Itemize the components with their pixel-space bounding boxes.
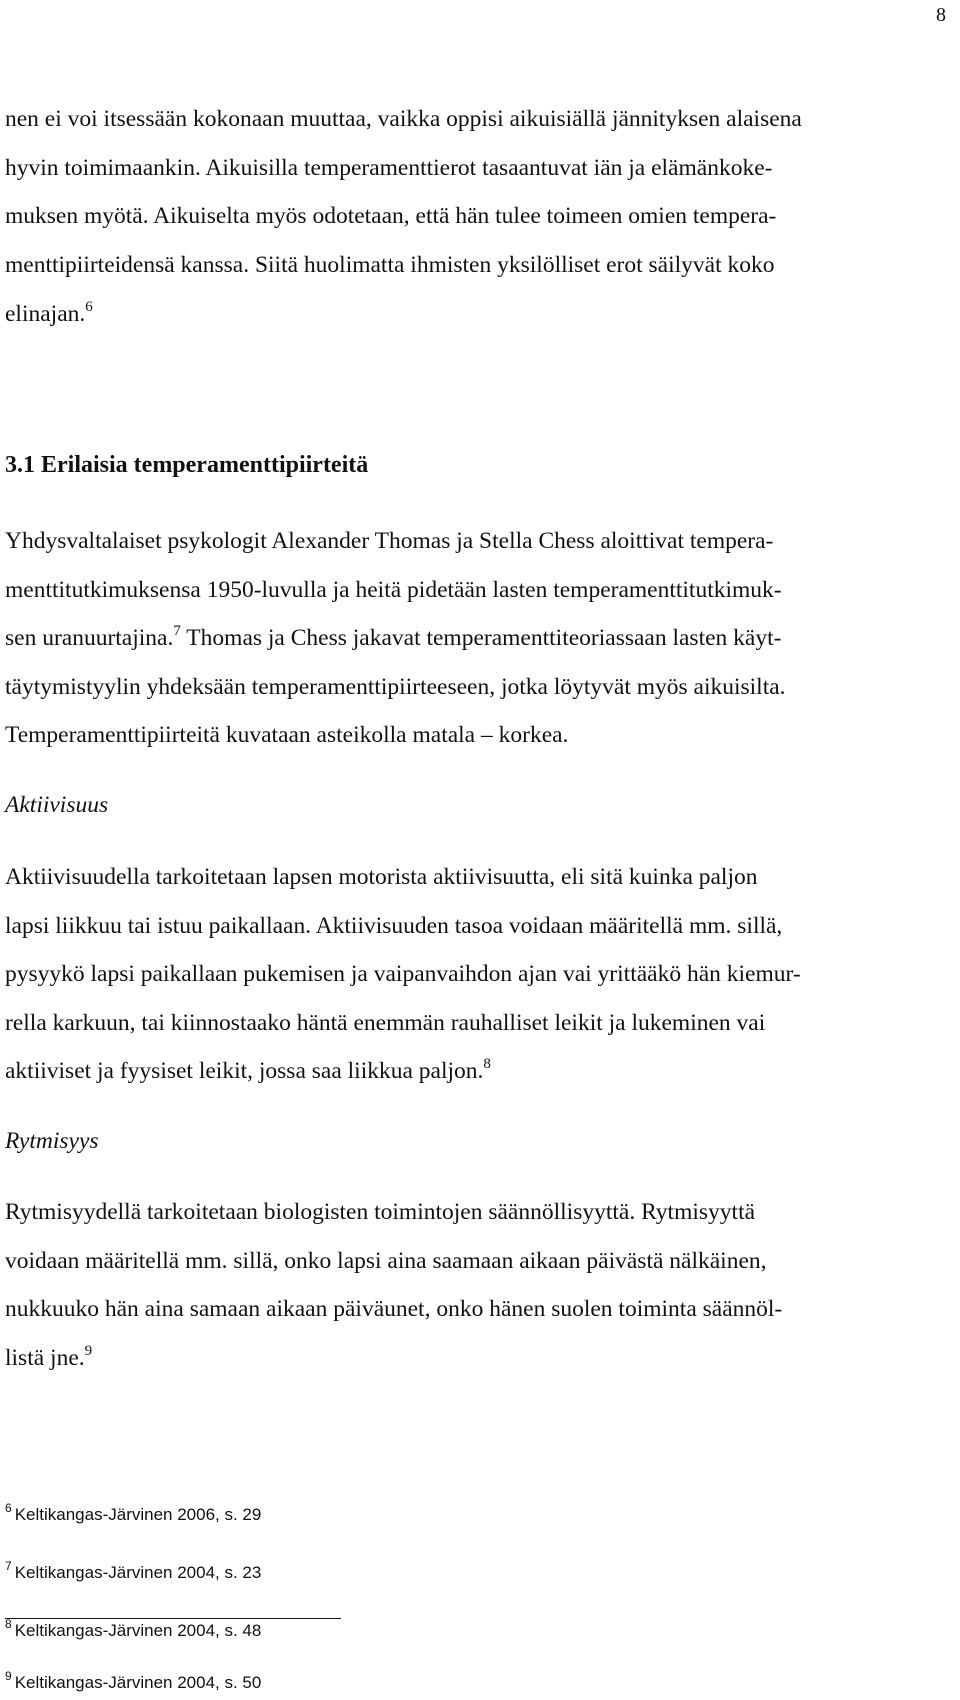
- aktiivisuus-heading: Aktiivisuus: [5, 792, 109, 818]
- footnote-text: Keltikangas-Järvinen 2004, s. 48: [14, 1621, 262, 1640]
- body-line: [5, 623, 781, 653]
- body-line: täytymistyylin yhdeksään temperamenttipiirteeseen, jotka löytyvät myös aikuisilta.: [5, 674, 786, 700]
- body-line: Rytmisyydellä tarkoitetaan biologisten toimintojen säännöllisyyttä. Rytmisyyttä: [5, 1199, 756, 1225]
- body-line: lapsi liikkuu tai istuu paikallaan. Aktiivisuuden tasoa voidaan määritellä mm. sillä,: [5, 913, 783, 939]
- footnote: [5, 1559, 262, 1584]
- page-number: 8: [936, 4, 946, 26]
- footnote-number: 7: [5, 1559, 12, 1573]
- body-line: voidaan määritellä mm. sillä, onko lapsi aina saamaan aikaan päivästä nälkäinen,: [5, 1248, 767, 1274]
- footnote-ref[interactable]: 9: [84, 1343, 93, 1359]
- section-heading: 3.1 Erilaisia temperamenttipiirteitä: [5, 452, 369, 478]
- footnote-text: Keltikangas-Järvinen 2004, s. 23: [14, 1563, 262, 1582]
- footnote-text: Keltikangas-Järvinen 2006, s. 29: [14, 1505, 262, 1524]
- body-line: [5, 1343, 92, 1373]
- line-text: sen uranuurtajina.: [5, 625, 174, 651]
- body-line: pysyykö lapsi paikallaan pukemisen ja vaipanvaihdon ajan vai yrittääkö hän kiemur-: [5, 961, 801, 987]
- footnote-separator: [5, 1618, 341, 1619]
- body-line: hyvin toimimaankin. Aikuisilla temperamenttierot tasaantuvat iän ja elämänkoke-: [5, 155, 773, 181]
- line-text: listä jne.: [5, 1345, 85, 1371]
- footnote-number: 8: [5, 1617, 12, 1631]
- body-line: menttitutkimuksensa 1950-luvulla ja heitä pidetään lasten temperamenttitutkimuk-: [5, 577, 782, 603]
- footnote-text: Keltikangas-Järvinen 2004, s. 50: [14, 1673, 262, 1692]
- footnote-number: 9: [5, 1669, 12, 1683]
- body-line: rella karkuun, tai kiinnostaako häntä enemmän rauhalliset leikit ja lukeminen vai: [5, 1010, 766, 1036]
- footnote-number: 6: [5, 1501, 12, 1515]
- body-line: muksen myötä. Aikuiselta myös odotetaan, että hän tulee toimeen omien tempera-: [5, 203, 777, 229]
- body-line: nen ei voi itsessään kokonaan muuttaa, vaikka oppisi aikuisiällä jännityksen alaisena: [5, 106, 802, 132]
- line-text: Thomas ja Chess jakavat temperamenttiteoriassaan lasten käyt-: [180, 625, 782, 651]
- footnote-ref[interactable]: 7: [173, 623, 181, 639]
- body-line: Aktiivisuudella tarkoitetaan lapsen motorista aktiivisuutta, eli sitä kuinka paljon: [5, 864, 758, 890]
- footnote: [5, 1617, 262, 1642]
- body-line: [5, 299, 93, 329]
- body-line: nukkuuko hän aina samaan aikaan päiväunet, onko hänen suolen toiminta säännöl-: [5, 1296, 783, 1322]
- footnote: [5, 1669, 262, 1694]
- body-line: [5, 1056, 491, 1086]
- rytmisyys-heading: Rytmisyys: [5, 1128, 99, 1154]
- footnote-ref[interactable]: 6: [85, 299, 93, 315]
- body-line: Yhdysvaltalaiset psykologit Alexander Thomas ja Stella Chess aloittivat tempera-: [5, 528, 774, 554]
- footnote: [5, 1501, 262, 1526]
- body-line: menttipiirteidensä kanssa. Siitä huolimatta ihmisten yksilölliset erot säilyvät koko: [5, 252, 775, 278]
- line-text: elinajan.: [5, 301, 86, 327]
- line-text: aktiiviset ja fyysiset leikit, jossa saa liikkua paljon.: [5, 1058, 484, 1084]
- body-line: Temperamenttipiirteitä kuvataan asteikolla matala – korkea.: [5, 722, 569, 748]
- footnote-ref[interactable]: 8: [483, 1056, 491, 1072]
